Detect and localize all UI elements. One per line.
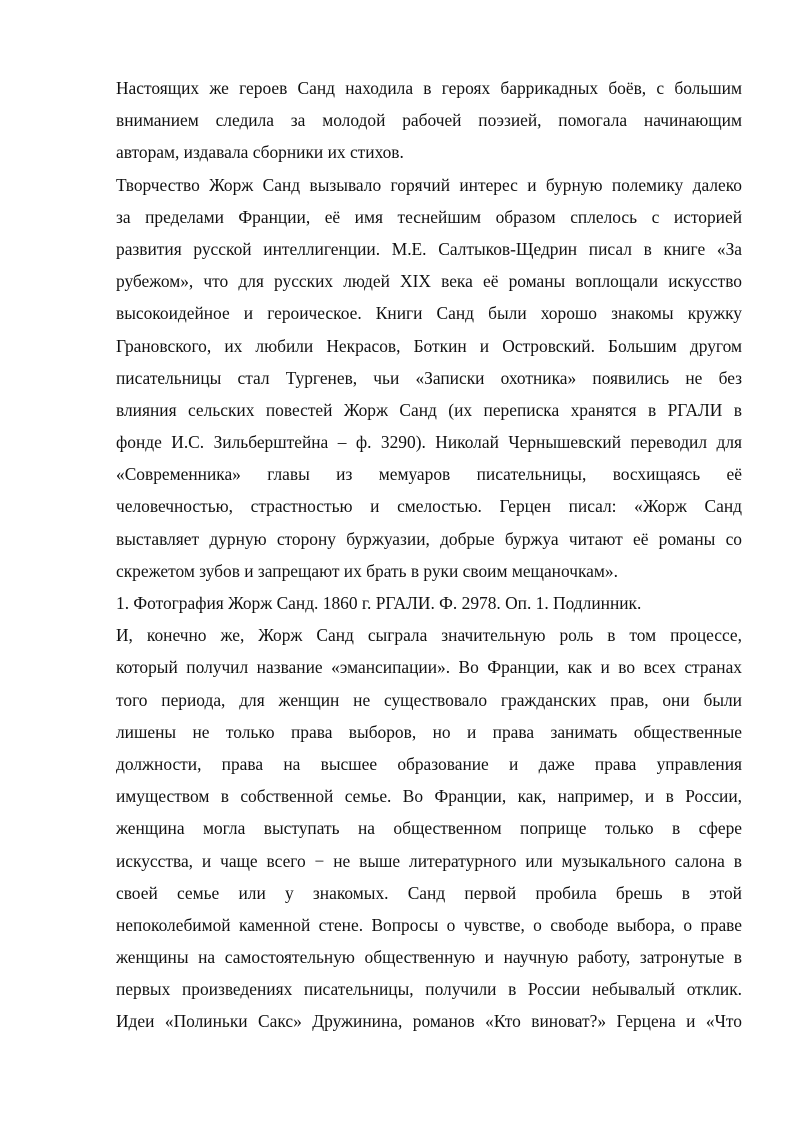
text-line: того периода, для женщин не существовало гражданских прав, они были: [116, 689, 742, 710]
text-line: должности, права на высшее образование и даже права управления: [116, 753, 742, 774]
text-line: лишены не только права выборов, но и права занимать общественные: [116, 721, 742, 742]
text-line: имуществом в собственной семье. Во Франции, как, например, и в России,: [116, 786, 742, 807]
text-line: непоколебимой каменной стене. Вопросы о чувстве, о свободе выбора, о праве: [116, 914, 742, 935]
text-line: влияния сельских повестей Жорж Санд (их переписка хранятся в РГАЛИ в: [116, 399, 742, 420]
text-line: который получил название «эмансипации». Во Франции, как и во всех странах: [116, 657, 742, 678]
text-line: женщина могла выступать на общественном поприще только в сфере: [116, 818, 742, 839]
text-line: рубежом», что для русских людей XIX века её романы воплощали искусство: [116, 271, 742, 292]
text-line: за пределами Франции, её имя теснейшим образом сплелось с историей: [116, 206, 742, 227]
text-line: выставляет дурную сторону буржуазии, добрые буржуа читают её романы со: [116, 528, 742, 549]
text-line: человечностью, страстностью и смелостью. Герцен писал: «Жорж Санд: [116, 496, 742, 517]
document-page: [116, 72, 742, 1038]
text-line: скрежетом зубов и запрещают их брать в руки своим мещаночкам».: [116, 560, 618, 581]
text-line: Творчество Жорж Санд вызывало горячий интерес и бурную полемику далеко: [116, 174, 742, 195]
text-line: фонде И.С. Зильберштейна – ф. 3290). Николай Чернышевский переводил для: [116, 432, 742, 453]
text-line: развития русской интеллигенции. М.Е. Салтыков-Щедрин писал в книге «За: [116, 238, 742, 259]
text-line: вниманием следила за молодой рабочей поэзией, помогала начинающим: [116, 110, 742, 131]
text-line: искусства, и чаще всего − не выше литературного или музыкального салона в: [116, 850, 742, 871]
text-line: первых произведениях писательницы, получили в России небывалый отклик.: [116, 979, 742, 1000]
text-line: женщины на самостоятельную общественную и научную работу, затронутые в: [116, 947, 742, 968]
text-line: «Современника» главы из мемуаров писательницы, восхищаясь её: [116, 464, 742, 485]
text-line: И, конечно же, Жорж Санд сыграла значительную роль в том процессе,: [116, 625, 742, 646]
text-line: Настоящих же героев Санд находила в героях баррикадных боёв, с большим: [116, 78, 742, 98]
text-line: высокоидейное и героическое. Книги Санд были хорошо знакомы кружку: [116, 303, 742, 324]
text-line: Идеи «Полиньки Сакс» Дружинина, романов «Кто виноват?» Герцена и «Что: [116, 1011, 742, 1032]
figure-caption: 1. Фотография Жорж Санд. 1860 г. РГАЛИ. Ф. 2978. Оп. 1. Подлинник.: [116, 593, 642, 613]
text-line: авторам, издавала сборники их стихов.: [116, 142, 404, 163]
text-line: писательницы стал Тургенев, чьи «Записки охотника» появились не без: [116, 367, 742, 388]
text-line: своей семье или у знакомых. Санд первой пробила брешь в этой: [116, 882, 742, 903]
text-line: Грановского, их любили Некрасов, Боткин и Островский. Большим другом: [116, 335, 742, 356]
